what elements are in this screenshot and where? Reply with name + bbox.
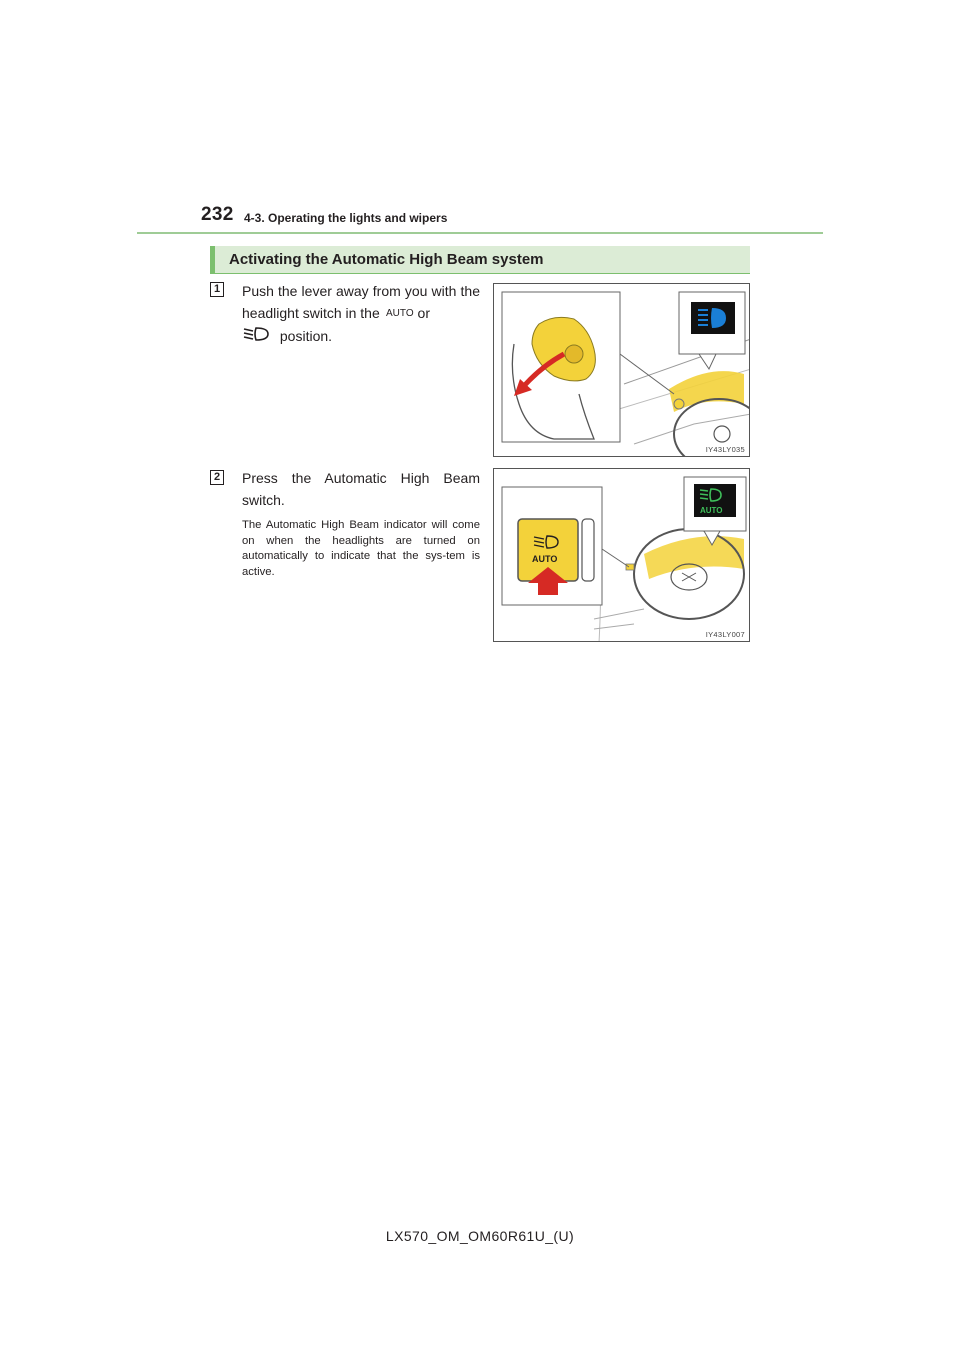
step-1-badge: 1 [210,282,224,297]
illustration-lever-push [493,283,750,457]
illustration-auto-high-beam-switch [493,468,750,642]
indicator-auto-label: AUTO [700,506,723,515]
manual-code: LX570_OM_OM60R61U_(U) [385,1228,575,1244]
subsection-heading-bar [210,246,750,274]
auto-label-svg [384,306,414,318]
subsection-title: Activating the Automatic High Beam system [229,251,544,268]
auto-label: AUTO [385,308,414,319]
headlight-low-beam-icon [242,325,272,350]
figure-1-code: IY43LY035 [705,445,745,454]
step-2-note: The Automatic High Beam indicator will come on when the headlights are turned on automatically to indicate that the sys-tem is active. [242,519,480,578]
page-number: 232 [201,204,234,225]
step-1-text-before: Push the lever away from you with the headlight switch in the [242,283,480,321]
step-1-text-or: or [417,304,430,321]
auto-headlight-icon [384,303,414,325]
header-rule [137,232,823,234]
step-2-badge: 2 [210,470,224,485]
step-2-text: Press the Automatic High Beam switch. [242,470,480,508]
switch-auto-label: AUTO [532,554,558,564]
section-title: 4-3. Operating the lights and wipers [244,211,448,225]
subsection-underline [215,273,750,274]
figure-2-code: IY43LY007 [705,630,745,639]
step-1-text [242,281,480,349]
step-1-text-after: position. [279,327,333,344]
